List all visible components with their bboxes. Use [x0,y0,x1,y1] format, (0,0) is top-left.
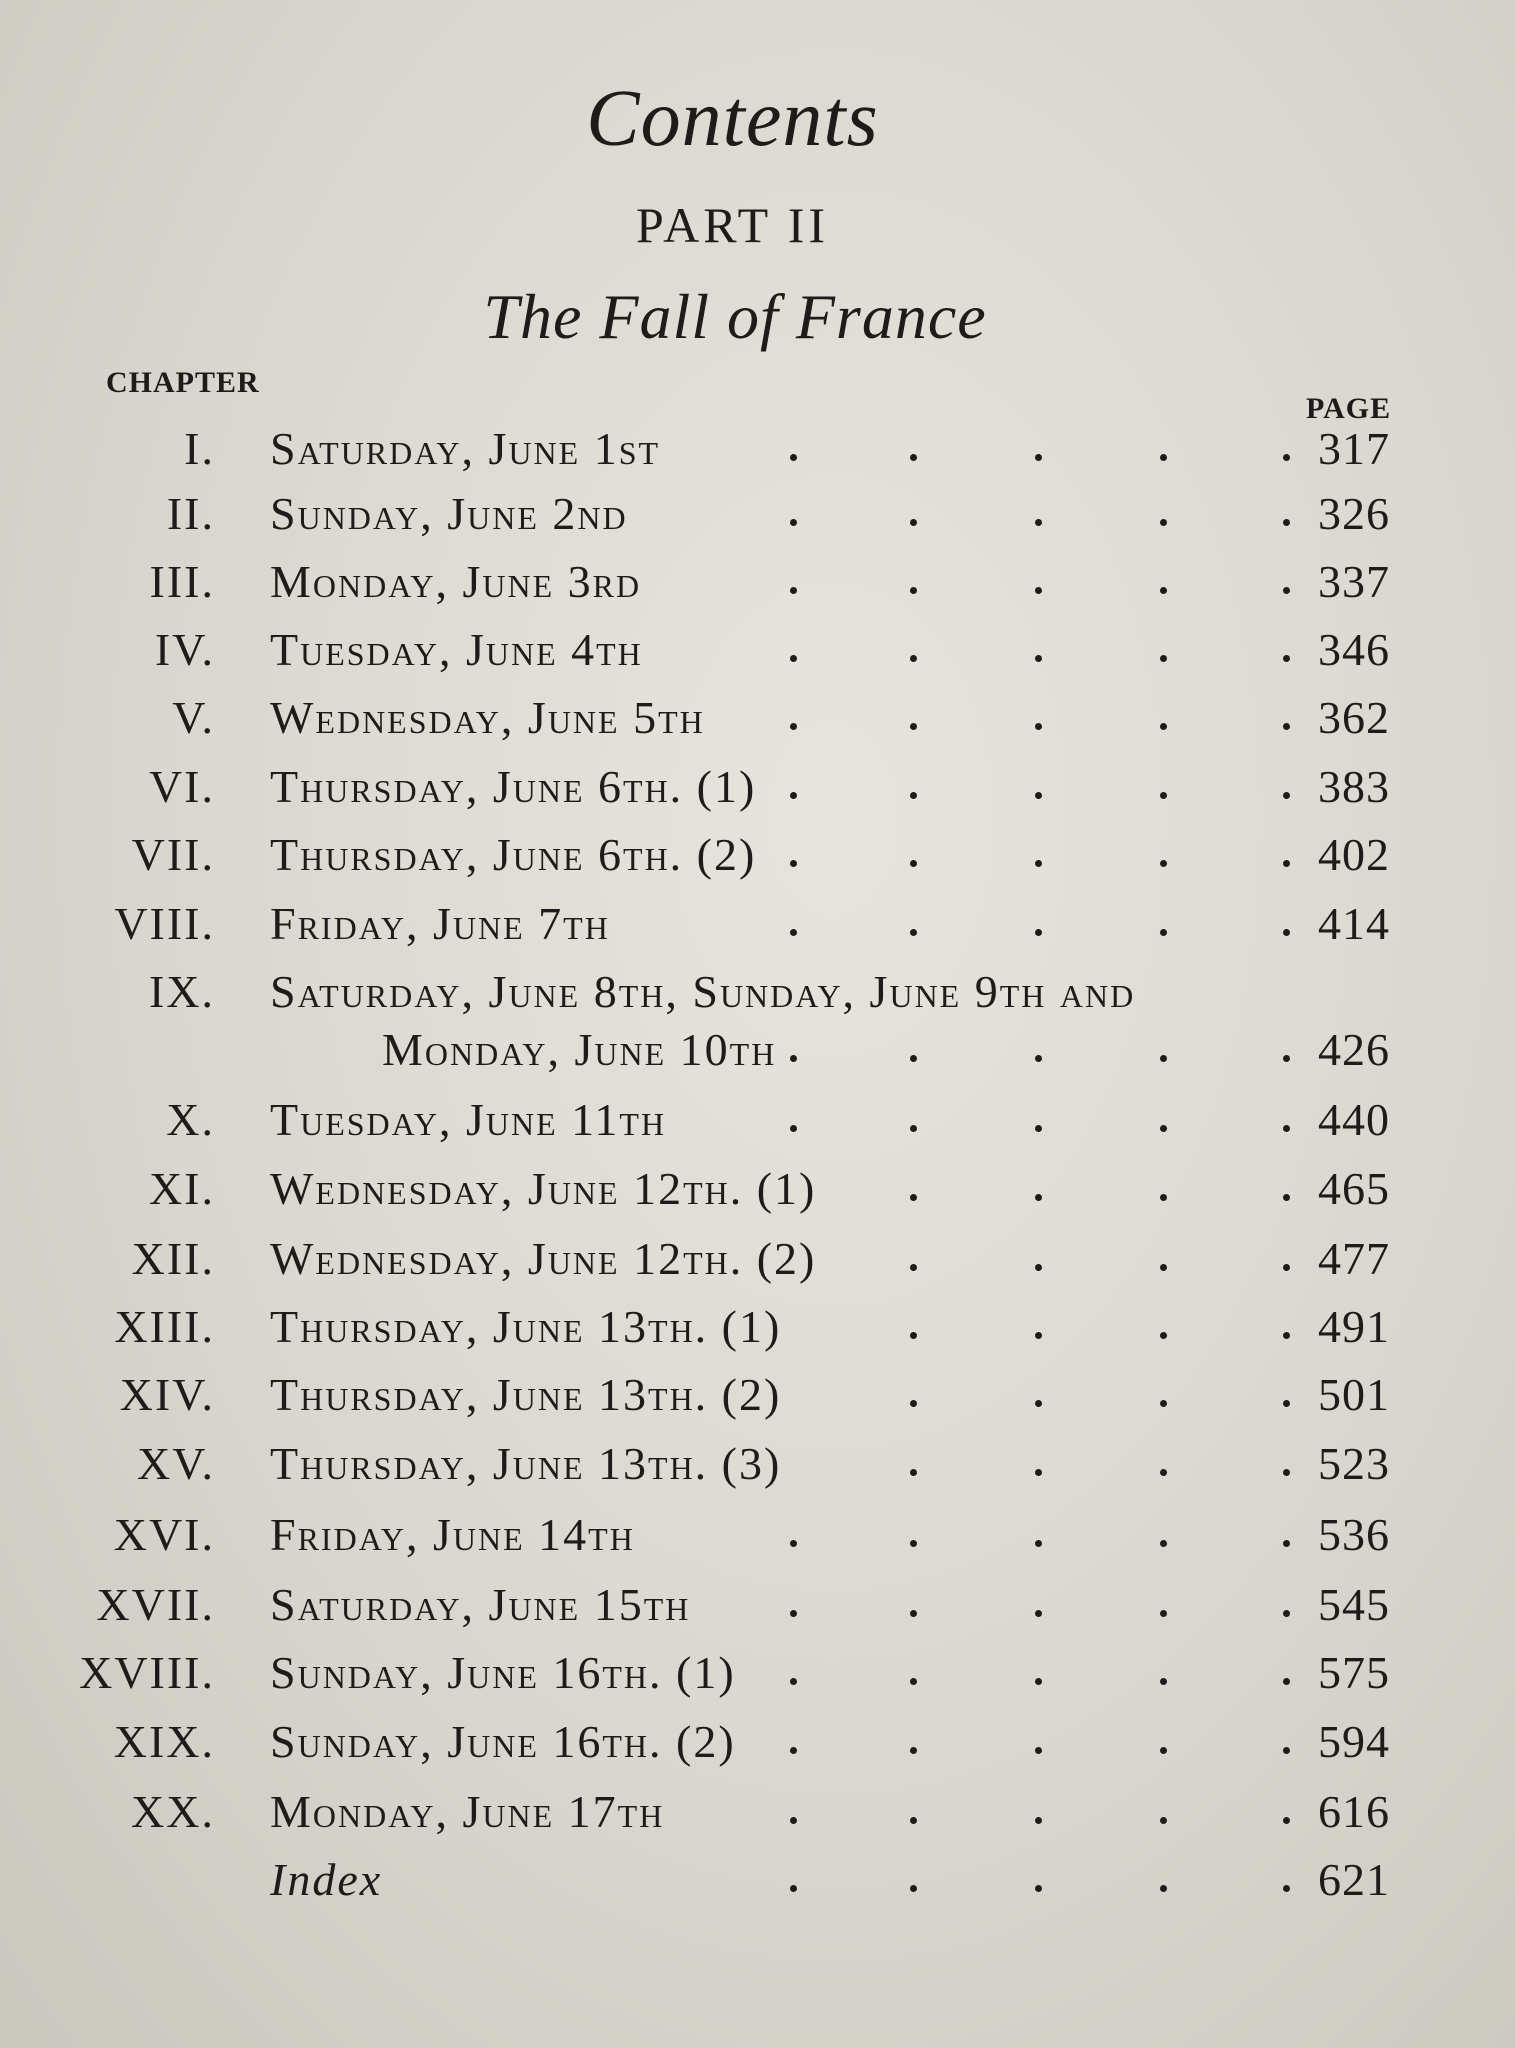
leader-dot [910,1400,917,1407]
chapter-title: Wednesday, June 12th. (2) [270,1233,817,1284]
leader-dot [1160,929,1167,936]
toc-entry[interactable] [0,487,1515,547]
leader-dot [1035,655,1042,662]
leader-dot [1035,929,1042,936]
page-number: 621 [1318,1854,1390,1905]
chapter-title: Tuesday, June 4th [270,624,643,675]
page-number: 523 [1318,1438,1390,1489]
page-number: 616 [1318,1786,1390,1837]
toc-entry[interactable] [0,1508,1515,1568]
chapter-number: XVII. [96,1579,215,1630]
leader-dot [910,1610,917,1617]
page-number: 465 [1318,1163,1390,1214]
leader-dot [790,723,797,730]
chapter-number: III. [149,556,215,607]
leader-dot [910,1264,917,1271]
leader-dot [910,1885,917,1892]
leader-dot [1035,1469,1042,1476]
leader-dot [790,519,797,526]
leader-dot [910,723,917,730]
toc-entry[interactable] [0,1368,1515,1428]
leader-dot [1160,723,1167,730]
dot-leader [0,1715,1515,1775]
leader-dot [1035,1400,1042,1407]
page-number: 383 [1318,761,1390,812]
leader-dot [1283,723,1290,730]
leader-dot [790,1610,797,1617]
leader-dot [1283,1194,1290,1201]
chapter-number: XV. [136,1438,215,1489]
leader-dot [910,1194,917,1201]
dot-leader [0,623,1515,683]
leader-dot [790,1678,797,1685]
leader-dot [790,1885,797,1892]
toc-entry[interactable] [0,965,1515,1025]
leader-dot [790,1540,797,1547]
chapter-number: XVI. [113,1509,215,1560]
leader-dot [1283,929,1290,936]
leader-dot [1160,1885,1167,1892]
leader-dot [1283,1747,1290,1754]
leader-dot [910,792,917,799]
dot-leader [0,555,1515,615]
leader-dot [1035,519,1042,526]
leader-dot [1283,1400,1290,1407]
dot-leader [0,1437,1515,1497]
leader-dot [910,1332,917,1339]
leader-dot [1283,1469,1290,1476]
leader-dot [910,519,917,526]
chapter-number: VIII. [114,898,215,949]
chapter-title: Saturday, June 8th, Sunday, June 9th and [270,966,1136,1017]
page-number: 337 [1318,556,1390,607]
leader-dot [1283,519,1290,526]
leader-dot [910,1747,917,1754]
leader-dot [1283,1678,1290,1685]
dot-leader [0,1232,1515,1292]
part-heading: PART II [635,197,830,253]
leader-dot [1160,860,1167,867]
leader-dot [790,454,797,461]
leader-dot [1035,1332,1042,1339]
leader-dot [910,929,917,936]
toc-entry[interactable] [0,691,1515,751]
toc-entry[interactable] [0,1162,1515,1222]
leader-dot [1283,1055,1290,1062]
page-number: 477 [1318,1233,1390,1284]
leader-dot [1160,587,1167,594]
page-number: 426 [1318,1024,1390,1075]
chapter-title: Thursday, June 6th. (2) [270,829,757,880]
leader-dot [1035,1747,1042,1754]
chapter-number: XI. [148,1163,215,1214]
chapter-number: XX. [131,1786,215,1837]
leader-dot [1283,1540,1290,1547]
chapter-title: Monday, June 17th [270,1786,665,1837]
chapter-number: XIX. [113,1716,215,1767]
chapter-title: Sunday, June 16th. (1) [270,1647,736,1698]
page-number: 402 [1318,829,1390,880]
page-number: 346 [1318,624,1390,675]
page-number: 501 [1318,1369,1390,1420]
leader-dot [1283,454,1290,461]
chapter-title: Monday, June 3rd [270,556,642,607]
leader-dot [1160,792,1167,799]
leader-dot [1160,1610,1167,1617]
dot-leader [0,1023,1515,1083]
leader-dot [790,860,797,867]
leader-dot [1283,587,1290,594]
leader-dot [1035,454,1042,461]
leader-dot [910,1540,917,1547]
chapter-column-header: CHAPTER [106,366,260,399]
leader-dot [1283,1885,1290,1892]
leader-dot [790,792,797,799]
leader-dot [1283,655,1290,662]
leader-dot [790,929,797,936]
page-number: 317 [1318,423,1390,474]
leader-dot [910,1055,917,1062]
leader-dot [790,1817,797,1824]
leader-dot [910,655,917,662]
dot-leader [0,1508,1515,1568]
chapter-title: Friday, June 14th [270,1509,635,1560]
page-number: 440 [1318,1094,1390,1145]
chapter-number: II. [166,488,215,539]
dot-leader [0,897,1515,957]
chapter-number: V. [172,692,215,743]
leader-dot [1035,1264,1042,1271]
leader-dot [1283,1610,1290,1617]
chapter-number: IV. [154,624,215,675]
chapter-title: Saturday, June 1st [270,423,661,474]
toc-entry[interactable] [0,897,1515,957]
dot-leader [0,1646,1515,1706]
leader-dot [1160,1400,1167,1407]
chapter-number: X. [166,1094,215,1145]
toc-entry[interactable] [0,422,1515,482]
leader-dot [910,1678,917,1685]
toc-entry[interactable] [0,623,1515,683]
leader-dot [1160,1540,1167,1547]
toc-entry[interactable] [0,760,1515,820]
leader-dot [1035,1610,1042,1617]
chapter-number: VII. [131,829,215,880]
leader-dot [1283,1817,1290,1824]
leader-dot [1283,792,1290,799]
dot-leader [0,1300,1515,1360]
toc-entry[interactable] [0,1437,1515,1497]
toc-entry[interactable] [0,555,1515,615]
page-number: 362 [1318,692,1390,743]
leader-dot [910,1817,917,1824]
dot-leader [0,828,1515,888]
chapter-title: Sunday, June 16th. (2) [270,1716,736,1767]
leader-dot [1283,1264,1290,1271]
chapter-title: Wednesday, June 5th [270,692,705,743]
leader-dot [1160,1747,1167,1754]
leader-dot [910,1469,917,1476]
leader-dot [1160,1055,1167,1062]
dot-leader [0,1578,1515,1638]
toc-entry[interactable] [0,1646,1515,1706]
dot-leader [0,1093,1515,1153]
chapter-title: Thursday, June 13th. (1) [270,1301,782,1352]
leader-dot [1035,792,1042,799]
chapter-number: XIII. [114,1301,215,1352]
leader-dot [1160,1194,1167,1201]
dot-leader [0,1853,1515,1913]
leader-dot [790,1747,797,1754]
chapter-title: Thursday, June 13th. (3) [270,1438,782,1489]
leader-dot [790,1055,797,1062]
dot-leader [0,1162,1515,1222]
dot-leader [0,691,1515,751]
toc-entry-index[interactable] [0,1853,1515,1913]
toc-entry[interactable] [0,828,1515,888]
page-number: 545 [1318,1579,1390,1630]
index-title: Index [270,1854,383,1905]
leader-dot [910,454,917,461]
chapter-number: XVIII. [79,1647,215,1698]
toc-entry[interactable] [0,1093,1515,1153]
chapter-title: Wednesday, June 12th. (1) [270,1163,817,1214]
page-number: 536 [1318,1509,1390,1560]
page-number: 594 [1318,1716,1390,1767]
leader-dot [1283,1332,1290,1339]
leader-dot [1160,1678,1167,1685]
page-title: Contents [586,75,879,163]
toc-entry[interactable] [0,1578,1515,1638]
chapter-title: Sunday, June 2nd [270,488,628,539]
leader-dot [790,587,797,594]
toc-entry[interactable] [0,1232,1515,1292]
toc-entry[interactable] [0,1715,1515,1775]
leader-dot [1035,1540,1042,1547]
page-number: 575 [1318,1647,1390,1698]
toc-entry-continuation[interactable] [0,1023,1515,1083]
chapter-number: XIV. [119,1369,215,1420]
page-number: 326 [1318,488,1390,539]
dot-leader [0,1785,1515,1845]
chapter-title: Friday, June 7th [270,898,610,949]
page-column-header: PAGE [1306,392,1392,425]
leader-dot [1035,860,1042,867]
leader-dot [1035,723,1042,730]
leader-dot [1035,1125,1042,1132]
chapter-number: I. [184,423,215,474]
leader-dot [910,1125,917,1132]
leader-dot [1035,587,1042,594]
chapter-number: VI. [148,761,215,812]
page-number: 491 [1318,1301,1390,1352]
chapter-title: Saturday, June 15th [270,1579,691,1630]
leader-dot [1035,1885,1042,1892]
leader-dot [910,860,917,867]
dot-leader [0,422,1515,482]
leader-dot [1035,1817,1042,1824]
page-number: 414 [1318,898,1390,949]
leader-dot [1283,1125,1290,1132]
leader-dot [1035,1194,1042,1201]
leader-dot [1035,1678,1042,1685]
chapter-title: Thursday, June 6th. (1) [270,761,757,812]
leader-dot [1160,1469,1167,1476]
leader-dot [1283,860,1290,867]
dot-leader [0,760,1515,820]
leader-dot [1160,655,1167,662]
chapter-title-continuation: Monday, June 10th [382,1024,777,1075]
chapter-title: Tuesday, June 11th [270,1094,667,1145]
part-subtitle: The Fall of France [483,281,987,352]
chapter-number: XII. [131,1233,215,1284]
leader-dot [1160,1332,1167,1339]
dot-leader [0,487,1515,547]
leader-dot [790,655,797,662]
leader-dot [1160,1125,1167,1132]
leader-dot [1035,1055,1042,1062]
leader-dot [1160,519,1167,526]
dot-leader [0,1368,1515,1428]
chapter-number: IX. [148,966,215,1017]
chapter-title: Thursday, June 13th. (2) [270,1369,782,1420]
toc-entry[interactable] [0,1300,1515,1360]
leader-dot [1160,1264,1167,1271]
leader-dot [790,1125,797,1132]
leader-dot [1160,1817,1167,1824]
toc-entry[interactable] [0,1785,1515,1845]
leader-dot [1160,454,1167,461]
leader-dot [910,587,917,594]
